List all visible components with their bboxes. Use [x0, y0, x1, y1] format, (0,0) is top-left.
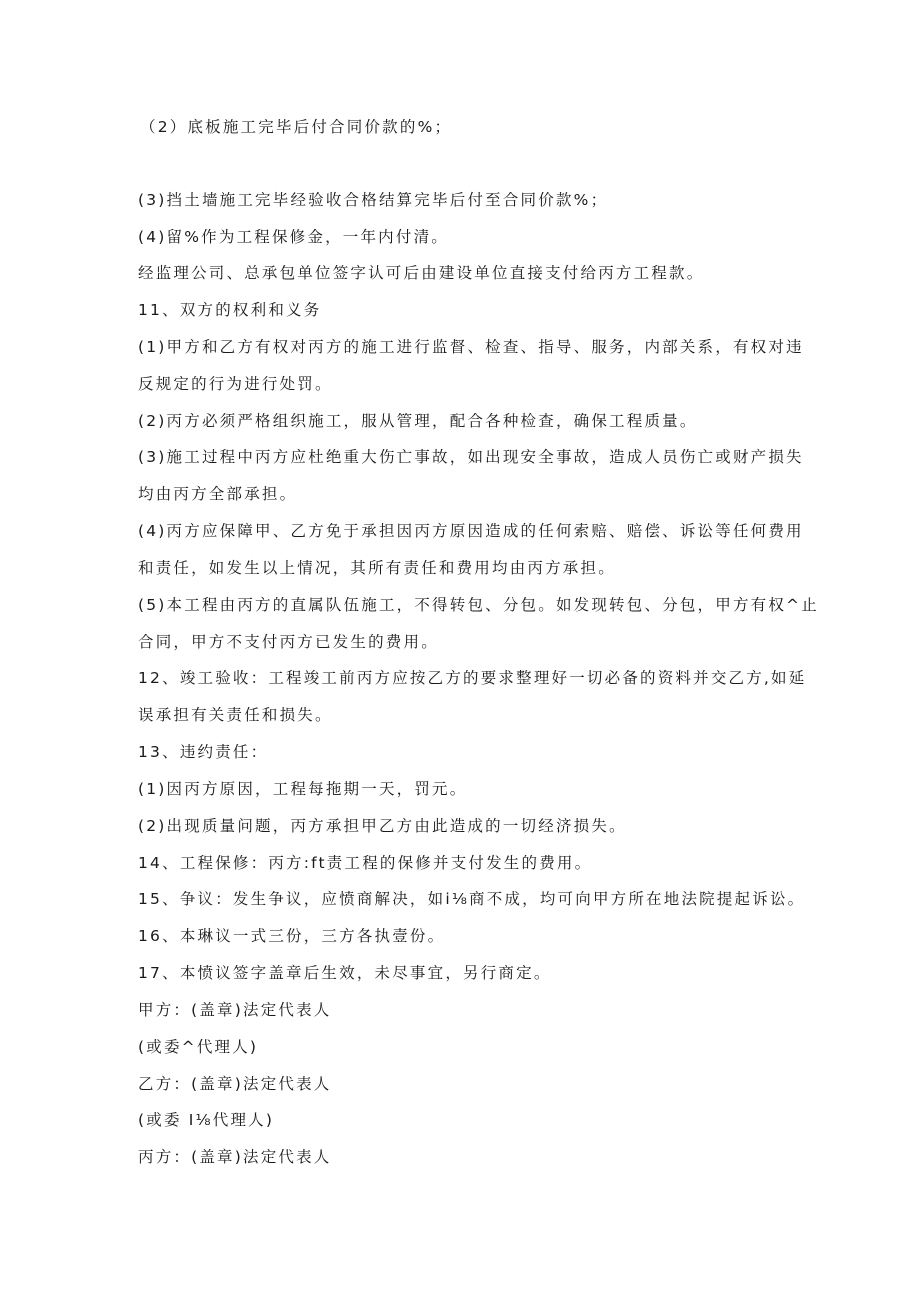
text-line-8: (2)丙方必须严格组织施工，服从管理，配合各种检查，确保工程质量。 — [138, 412, 698, 430]
text-line-11: (4)丙方应保障甲、乙方免于承担因丙方原因造成的任何索赔、赔偿、诉讼等任何费用 — [138, 522, 804, 540]
text-line-6: (1)甲方和乙方有权对丙方的施工进行监督、检查、指导、服务，内部关系，有权对违 — [138, 338, 804, 356]
text-line-2: (3)挡土墙施工完毕经验收合格结算完毕后付至合同价款%； — [138, 191, 609, 209]
section-heading-17: 17、本愤议签字盖章后生效，未尽事宜，另行商定。 — [138, 964, 552, 982]
text-line-3: (4)留%作为工程保修金，一年内付清。 — [138, 228, 449, 246]
party-c-signature: 丙方：(盖章)法定代表人 — [138, 1148, 332, 1166]
party-a-signature: 甲方：(盖章)法定代表人 — [138, 1001, 332, 1019]
text-line-13: (5)本工程由丙方的直属队伍施工，不得转包、分包。如发现转包、分包，甲方有权^止 — [138, 596, 819, 614]
text-line-14: 合同，甲方不支付丙方已发生的费用。 — [138, 633, 439, 651]
text-line-19: (2)出现质量问题，丙方承担甲乙方由此造成的一切经济损失。 — [138, 817, 627, 835]
section-heading-13: 13、违约责任： — [138, 743, 269, 761]
text-line-1: （2）底板施工完毕后付合同价款的%； — [140, 118, 453, 136]
text-line-10: 均由丙方全部承担。 — [138, 485, 298, 503]
text-line-9: (3)施工过程中丙方应杜绝重大伤亡事故，如出现安全事故，造成人员伤亡或财产损失 — [138, 448, 804, 466]
text-line-7: 反规定的行为进行处罚。 — [138, 375, 333, 393]
text-line-4: 经监理公司、总承包单位签字认可后由建设单位直接支付给丙方工程款。 — [138, 264, 705, 282]
section-heading-16: 16、本琳议一式三份，三方各执壹份。 — [138, 927, 446, 945]
section-heading-15: 15、争议：发生争议，应愤商解决，如i⅛商不成，均可向甲方所在地法院提起诉讼。 — [138, 890, 806, 908]
text-line-12: 和责任，如发生以上情况，其所有责任和费用均由丙方承担。 — [138, 559, 616, 577]
section-heading-14: 14、工程保修：丙方:ft责工程的保修并支付发生的费用。 — [138, 854, 593, 872]
party-b-signature: 乙方：(盖章)法定代表人 — [138, 1075, 332, 1093]
text-line-18: (1)因丙方原因，工程每拖期一天，罚元。 — [138, 780, 468, 798]
party-b-agent: (或委 I⅛代理人) — [138, 1111, 275, 1129]
section-heading-12: 12、竣工验收：工程竣工前丙方应按乙方的要求整理好一切必备的资料并交乙方,如延 — [138, 669, 807, 687]
section-heading-11: 11、双方的权利和义务 — [138, 301, 322, 319]
party-a-agent: (或委^代理人) — [138, 1038, 259, 1056]
text-line-16: 误承担有关责任和损失。 — [138, 706, 333, 724]
